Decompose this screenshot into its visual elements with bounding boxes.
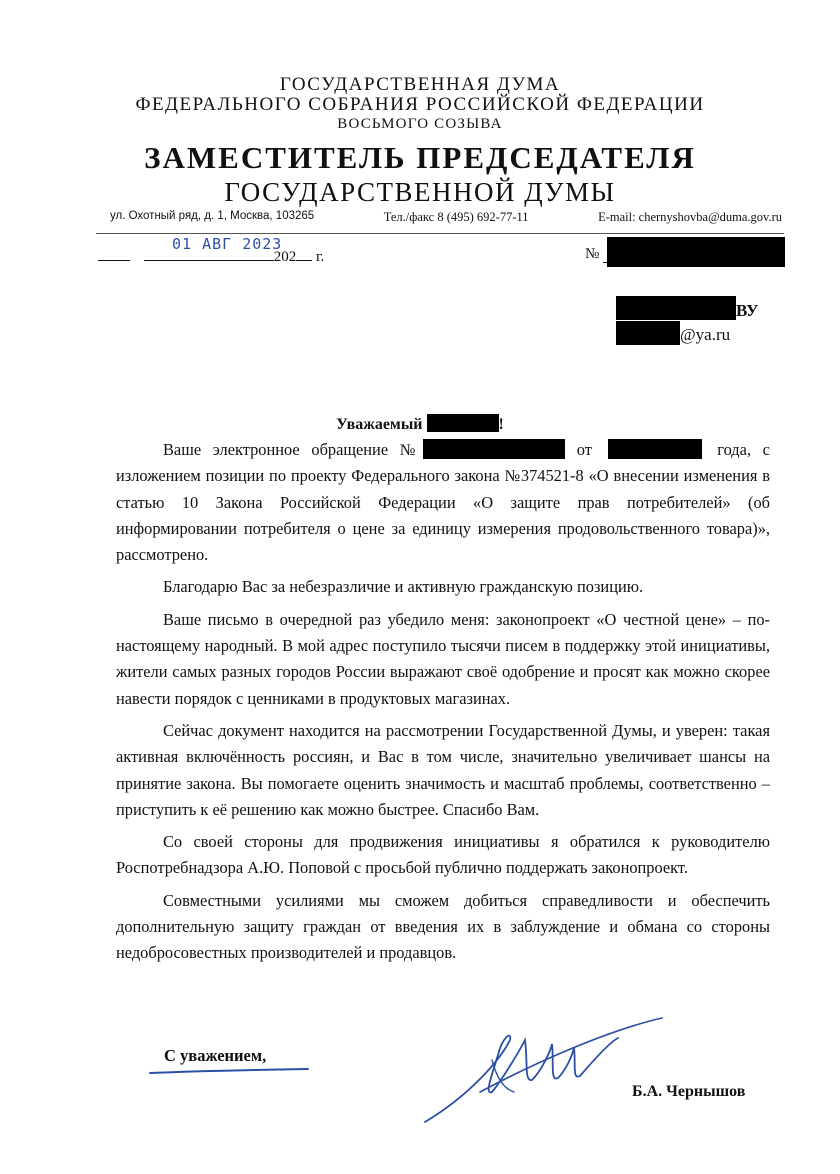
p1-text-b: от: [576, 440, 592, 459]
redaction-request-number: [423, 439, 565, 459]
addressee-name: ВУ: [736, 301, 759, 320]
paragraph-4: Сейчас документ находится на рассмотрении Государственной Думы, и уверен: такая активная включённость россиян, и Вас в том числе, значительно увеличивает шансы на принятие закона. Вы помогаете оценить значимость и масштаб проблемы, соответственно – приступить к её решению как можно быстрее. Спасибо Вам.: [116, 720, 770, 819]
greeting: [0, 414, 840, 434]
year-blank: [296, 246, 312, 261]
address-text: ул. Охотный ряд, д. 1, Москва, 103265: [110, 210, 315, 222]
redaction-request-date: [608, 439, 702, 459]
title-line-1: ЗАМЕСТИТЕЛЬ ПРЕДСЕДАТЕЛЯ: [144, 140, 696, 175]
org-line-3: ВОСЬМОГО СОЗЫВА: [337, 116, 503, 132]
paragraph-1: [116, 437, 770, 568]
redaction-addressee-email: [616, 321, 680, 345]
greeting-prefix: Уважаемый: [336, 416, 423, 433]
addressee-email: @ya.ru: [680, 325, 731, 344]
p1-text-c: года, с изложением позиции по проекту Федерального закона №374521-8 «О внесении изменения в статью 10 Закона Российской Федерации «О защите прав потребителей» (об информировании потребителя о цене за единицу измерения продовольственного товара)», рассмотрено.: [116, 440, 770, 565]
number-label: №: [585, 246, 600, 262]
paragraph-3: Ваше письмо в очередной раз убедило меня: законопроект «О честной цене» – по-настоящему народный. В мой адрес поступило тысячи писем в поддержку этой инициативы, жители самых разных городов России выражают своё одобрение и просят как можно скорее навести порядок с ценниками в продуктовых магазинах.: [116, 609, 770, 708]
date-line: [98, 246, 324, 266]
year-suffix: г.: [316, 249, 325, 265]
phone-text: Тел./факс 8 (495) 692-77-11: [383, 210, 529, 224]
day-blank: [98, 246, 130, 261]
letter-body: [116, 437, 770, 967]
p1-text-a: Ваше электронное обращение №: [163, 440, 424, 459]
org-line-2: ФЕДЕРАЛЬНОГО СОБРАНИЯ РОССИЙСКОЙ ФЕДЕРАЦИИ: [135, 94, 705, 115]
date-stamp: 01 АВГ 2023: [172, 235, 283, 253]
redaction-greeting-name: [427, 414, 499, 432]
redaction-addressee-name: [616, 296, 736, 320]
paragraph-2: Благодарю Вас за небезразличие и активную гражданскую позицию.: [163, 577, 644, 597]
contact-bar: [110, 210, 782, 225]
email-text: E-mail: chernyshovba@duma.gov.ru: [598, 210, 782, 224]
title-line-2: ГОСУДАРСТВЕННОЙ ДУМЫ: [224, 177, 616, 207]
paragraph-5: Со своей стороны для продвижения инициативы я обратился к руководителю Роспотребнадзора А.Ю. Поповой с просьбой публично поддержать законопроект.: [116, 832, 770, 878]
year-prefix: 202: [273, 249, 297, 265]
signer-name: Б.А. Чернышов: [632, 1083, 746, 1100]
paragraph-6: Совместными усилиями мы сможем добиться справедливости и обеспечить дополнительную защиту граждан от введения их в заблуждение и обмана со стороны недобросовестных производителей и продавцов.: [116, 890, 770, 963]
month-blank: [144, 246, 274, 261]
handwritten-signature: [140, 1000, 680, 1130]
redaction-reg-number: [607, 237, 785, 267]
closing: С уважением,: [164, 1046, 267, 1065]
greeting-suffix: !: [498, 416, 504, 433]
org-line-1: ГОСУДАРСТВЕННАЯ ДУМА: [279, 74, 561, 95]
header-divider: [96, 233, 784, 234]
